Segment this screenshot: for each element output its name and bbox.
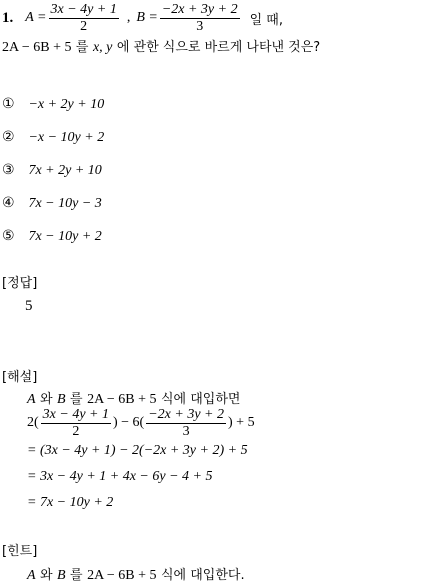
- explanation-line-2: [27, 406, 255, 440]
- fraction-1: [41, 407, 111, 440]
- explanation-header: [해설]: [2, 370, 38, 385]
- hint-header: [힌트]: [2, 544, 38, 559]
- explanation-expression: 2A − 6B + 5: [87, 392, 157, 407]
- var-a: A: [27, 568, 36, 583]
- hint-expression: 2A − 6B + 5: [87, 568, 157, 583]
- choice-marker: ⑤: [2, 228, 15, 244]
- choice-1[interactable]: [2, 96, 104, 113]
- explanation-line-1: [27, 388, 240, 408]
- b-fraction: [160, 2, 240, 35]
- choice-marker: ④: [2, 195, 15, 211]
- var-a: A: [27, 392, 36, 407]
- fraction-denominator: 2: [72, 423, 80, 439]
- var-b: B: [57, 392, 66, 407]
- explanation-line-5: = 7x − 10y + 2: [27, 495, 114, 510]
- a-denominator: 2: [80, 18, 88, 34]
- choice-3[interactable]: [2, 162, 102, 179]
- explanation-line-4: = 3x − 4y + 1 + 4x − 6y − 4 + 5: [27, 469, 213, 484]
- question-text-1: 를: [75, 40, 89, 55]
- question-text-2: 에 관한 식으로 바르게 나타낸 것은?: [116, 40, 321, 55]
- b-label: B =: [136, 10, 158, 25]
- b-denominator: 3: [196, 18, 204, 34]
- choice-expression: 7x − 10y − 3: [28, 196, 102, 211]
- expr-part: ) + 5: [228, 415, 255, 430]
- hint-text: 를: [70, 568, 83, 583]
- explanation-text: 식에 대입하면: [160, 392, 241, 407]
- a-numerator: 3x − 4y + 1: [50, 1, 117, 17]
- explanation-line-3: = (3x − 4y + 1) − 2(−2x + 3y + 2) + 5: [27, 443, 248, 458]
- a-fraction: [49, 2, 119, 35]
- fraction-numerator: −2x + 3y + 2: [148, 406, 225, 422]
- choice-marker: ②: [2, 129, 15, 145]
- question-variables: x, y: [92, 40, 113, 55]
- explanation-text: 와: [40, 392, 53, 407]
- question-number: 1.: [2, 9, 14, 26]
- answer-header: [정답]: [2, 276, 38, 291]
- hint-text: 와: [40, 568, 53, 583]
- question-line1-tail: 일 때,: [249, 12, 283, 28]
- question-line-2: [2, 36, 320, 56]
- a-label: A =: [25, 10, 47, 25]
- choice-2[interactable]: [2, 129, 104, 146]
- separator: ,: [126, 10, 131, 25]
- b-numerator: −2x + 3y + 2: [161, 1, 238, 17]
- expr-part: ) − 6(: [113, 415, 145, 430]
- explanation-text: 를: [70, 392, 83, 407]
- question-line-1: [2, 0, 283, 36]
- var-b: B: [57, 568, 66, 583]
- choice-marker: ③: [2, 162, 15, 178]
- fraction-numerator: 3x − 4y + 1: [42, 406, 109, 422]
- choice-expression: 7x − 10y + 2: [28, 229, 102, 244]
- choice-4[interactable]: [2, 195, 102, 212]
- choice-marker: ①: [2, 96, 15, 112]
- choice-expression: −x + 2y + 10: [28, 97, 105, 112]
- hint-line: [27, 564, 245, 584]
- expr-part: 2(: [27, 415, 39, 430]
- answer-value: 5: [25, 298, 33, 314]
- choice-expression: −x − 10y + 2: [28, 130, 105, 145]
- choice-5[interactable]: [2, 228, 102, 245]
- fraction-2: [146, 407, 226, 440]
- hint-text: 식에 대입한다.: [160, 568, 245, 583]
- fraction-denominator: 3: [182, 423, 190, 439]
- choice-expression: 7x + 2y + 10: [28, 163, 102, 178]
- question-expression: 2A − 6B + 5: [2, 40, 72, 55]
